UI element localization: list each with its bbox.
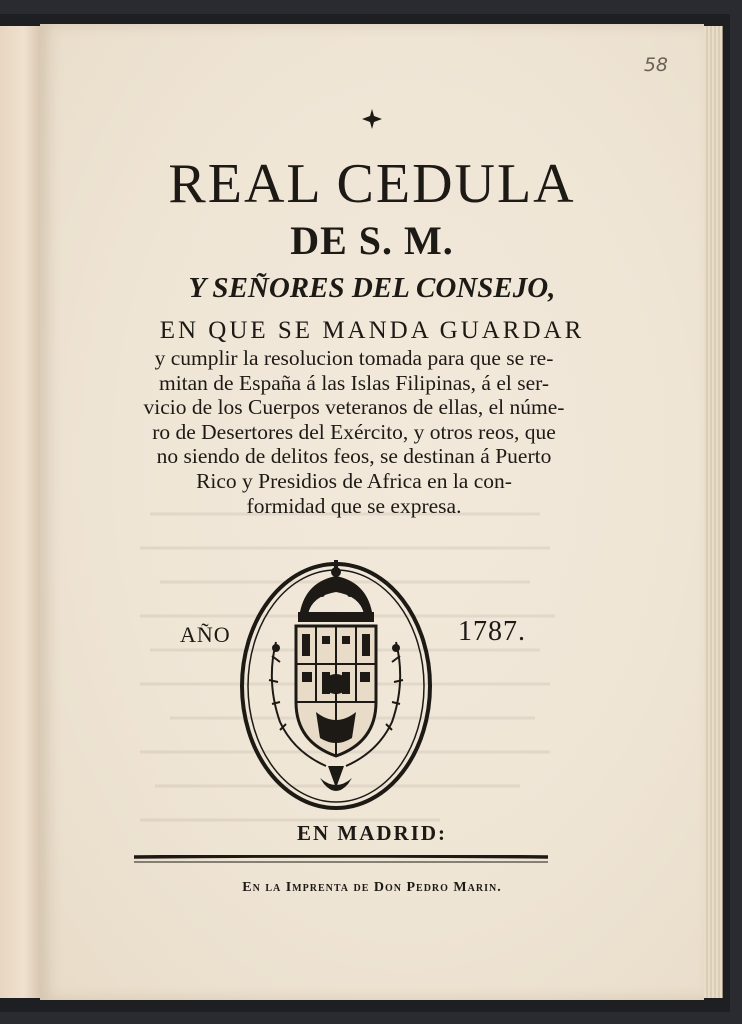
title-senores-consejo: Y SEÑORES DEL CONSEJO, xyxy=(188,272,556,304)
body-line: Rico y Presidios de Africa en la con- xyxy=(196,468,512,493)
body-line: formidad que se expresa. xyxy=(246,493,462,518)
body-line: ro de Desertores del Exército, y otros reos, que xyxy=(152,419,556,444)
thick-thin-rule xyxy=(134,855,548,863)
body-line: vicio de los Cuerpos veteranos de ellas, el núme- xyxy=(143,395,565,420)
printer-line: En la Imprenta de Don Pedro Marin. xyxy=(242,880,502,895)
title-de-sm: DE S. M. xyxy=(290,218,454,263)
facing-page-edge xyxy=(0,26,41,998)
imprint-place: EN MADRID: xyxy=(296,821,448,845)
body-line: no siendo de delitos feos, se destinan á Puerto xyxy=(156,444,552,469)
title-real-cedula: REAL CEDULA xyxy=(168,153,576,215)
title-manda-guardar: EN QUE SE MANDA GUARDAR xyxy=(159,317,585,344)
royal-seal-icon xyxy=(236,552,436,816)
title-page xyxy=(40,24,704,1000)
body-line: mitan de España á las Islas Filipinas, á el ser- xyxy=(158,370,550,395)
cross-icon xyxy=(40,108,704,134)
year-value: 1787. xyxy=(458,616,526,647)
year-label: AÑO xyxy=(180,622,231,647)
body-line: y cumplir la resolucion tomada para que se re- xyxy=(154,346,554,370)
description-paragraph xyxy=(118,346,590,518)
folio-number: 58 xyxy=(643,54,668,76)
